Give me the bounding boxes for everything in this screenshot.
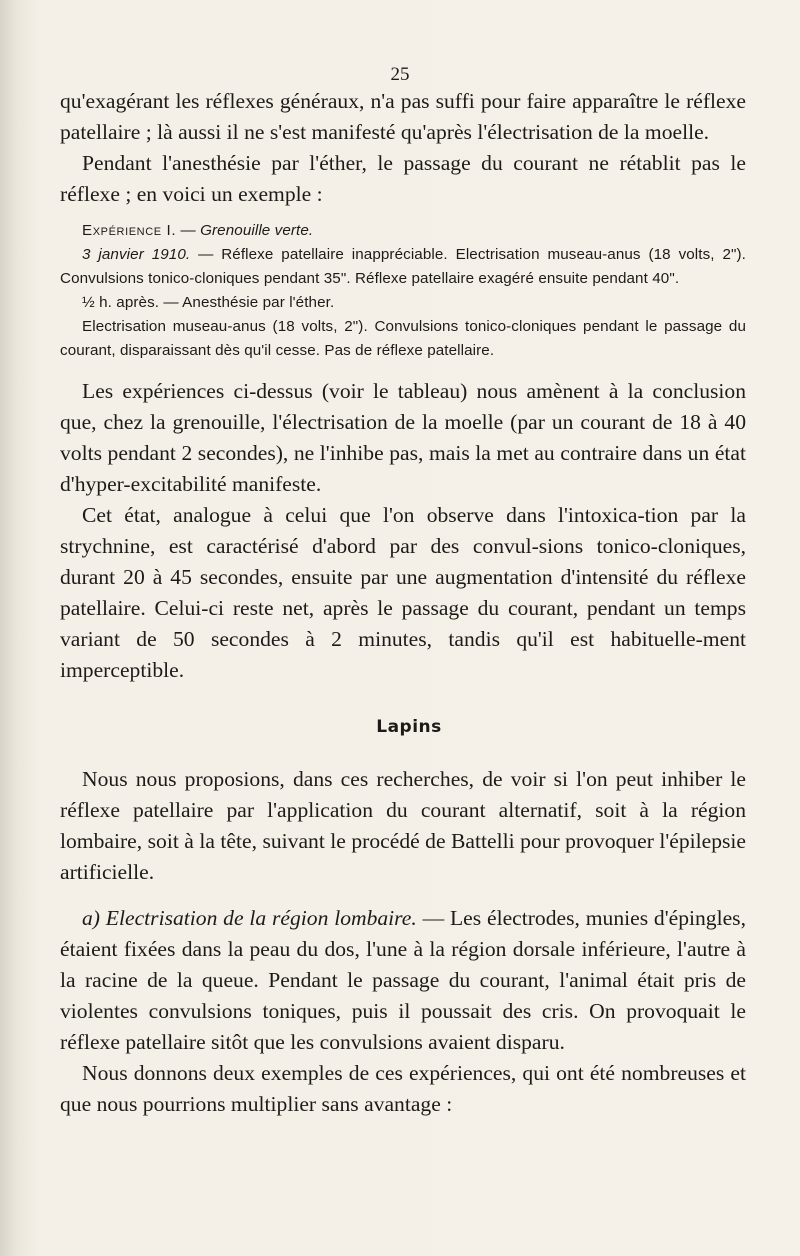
paragraph-strychnine: Cet état, analogue à celui que l'on observe dans l'intoxica-tion par la strychnine, est caractérisé d'abord par des convul-sions tonico-cloniques, durant 20 à 45 secondes, ensuite par une augmentation d'intensité du réflexe patellaire. Celui-ci reste net, après le passage du courant, pendant un temps variant de 50 secondes à 2 minutes, tandis qu'il est habituelle-ment imperceptible.: [60, 503, 746, 682]
paragraph-anesthesia: Pendant l'anesthésie par l'éther, le passage du courant ne rétablit pas le réflexe ; en voici un exemple :: [60, 151, 746, 206]
experience-entry-1: [60, 243, 746, 291]
paragraph-conclusion: Les expériences ci-dessus (voir le tableau) nous amènent à la conclusion que, chez la grenouille, l'électrisation de la moelle (par un courant de 18 à 40 volts pendant 2 secondes), ne l'inhibe pas, mais la met au contraire dans un état d'hyper-excitabilité manifeste.: [60, 379, 746, 496]
experience-line-3: Electrisation museau-anus (18 volts, 2"). Convulsions tonico-cloniques pendant le passage du courant, disparaissant dès qu'il cesse. Pas de réflexe patellaire.: [60, 318, 746, 359]
experience-date: 3 janvier 1910.: [82, 246, 191, 263]
conclusion-block: [60, 376, 746, 686]
experience-line-2: ½ h. après. — Anesthésie par l'éther.: [82, 294, 335, 311]
experience-subject: Grenouille verte.: [200, 222, 314, 239]
section-title: Lapins: [376, 717, 442, 737]
experience-label: Expérience I.: [82, 222, 177, 239]
page-body: [60, 86, 746, 1120]
lumbar-subheading: a) Electrisation de la région lombaire.: [82, 906, 417, 930]
lumbar-text: — Les électrodes, munies d'épingles, étaient fixées dans la peau du dos, l'une à la région dorsale inférieure, l'autre à la racine de la queue. Pendant le passage du courant, l'animal était pris de violentes convulsions toniques, puis il poussait des cris. On provoquait le réflexe patellaire sitôt que les convulsions avaient disparu.: [60, 906, 746, 1054]
paragraph-continuation: qu'exagérant les réflexes généraux, n'a pas suffi pour faire apparaître le réflexe patellaire ; là aussi il ne s'est manifesté qu'après l'électrisation de la moelle.: [60, 89, 746, 144]
experience-heading: [60, 219, 746, 243]
experience-line-1: — Réflexe patellaire inappréciable. Electrisation museau-anus (18 volts, 2"). Convulsions tonico-cloniques pendant 35". Réflexe patellaire exagéré ensuite pendant 40".: [60, 246, 746, 287]
page-number: 25: [390, 64, 410, 85]
paragraph-examples: Nous donnons deux exemples de ces expériences, qui ont été nombreuses et que nous pourrions multiplier sans avantage :: [60, 1061, 746, 1116]
paragraph-lumbar: [60, 903, 746, 1058]
paragraph-rabbits-intro: Nous nous proposions, dans ces recherches, de voir si l'on peut inhiber le réflexe patellaire par l'application du courant alternatif, soit à la région lombaire, soit à la tête, suivant le procédé de Battelli pour provoquer l'épilepsie artificielle.: [60, 767, 746, 884]
experience-dash: —: [176, 222, 201, 239]
experience-block: [60, 219, 746, 363]
